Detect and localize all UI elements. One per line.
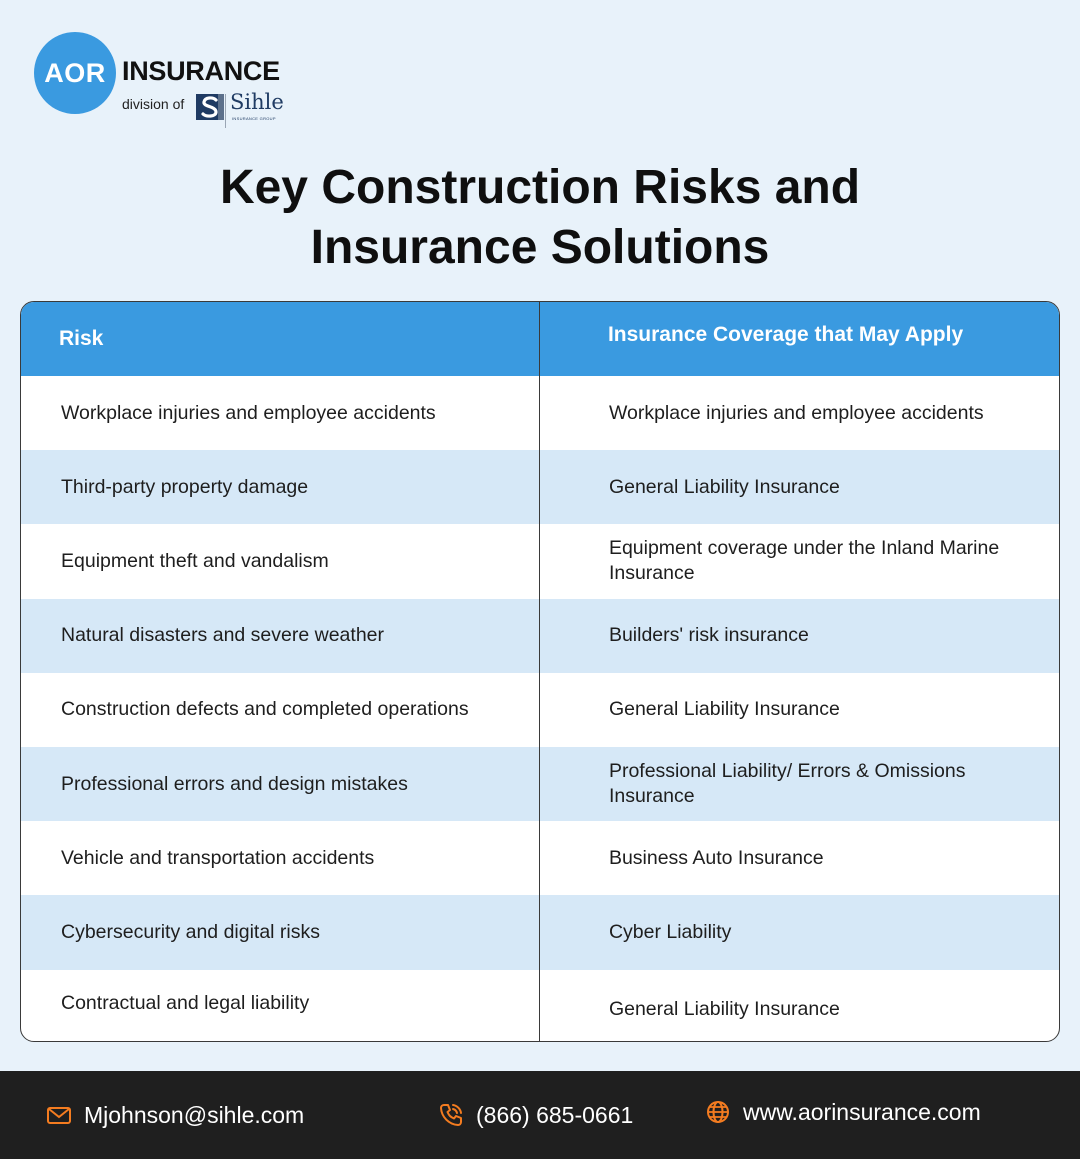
title-line-1: Key Construction Risks and bbox=[219, 161, 861, 214]
risk-cell: Vehicle and transportation accidents bbox=[21, 821, 540, 895]
risk-cell: Third-party property damage bbox=[21, 450, 540, 524]
sihle-logo-icon bbox=[196, 94, 224, 120]
coverage-cell: Equipment coverage under the Inland Marine Insurance bbox=[608, 537, 1000, 585]
header-risk: Risk bbox=[21, 302, 540, 376]
risk-cell: Natural disasters and severe weather bbox=[21, 599, 540, 673]
logo-divider bbox=[225, 94, 226, 128]
coverage-cell: Workplace injuries and employee accidents bbox=[608, 401, 984, 424]
coverage-cell: General Liability Insurance bbox=[608, 698, 840, 721]
email-contact[interactable] bbox=[46, 1071, 304, 1159]
logo-circle: AOR bbox=[34, 32, 116, 114]
coverage-cell: Builders' risk insurance bbox=[608, 624, 809, 647]
website-link[interactable]: www.aorinsurance.com bbox=[743, 1098, 981, 1125]
risk-coverage-table bbox=[20, 301, 1060, 1042]
risk-cell: Equipment theft and vandalism bbox=[21, 524, 540, 598]
globe-icon bbox=[705, 1099, 731, 1125]
table-row bbox=[21, 673, 1059, 747]
partner-name: Sihle bbox=[230, 90, 284, 114]
contact-footer bbox=[0, 1071, 1080, 1159]
risk-cell: Professional errors and design mistakes bbox=[21, 747, 540, 821]
phone-icon bbox=[438, 1102, 464, 1128]
table-row bbox=[21, 895, 1059, 969]
website-contact[interactable] bbox=[705, 1068, 981, 1156]
email-link[interactable]: Mjohnson@sihle.com bbox=[84, 1101, 305, 1128]
phone-number[interactable]: (866) 685-0661 bbox=[476, 1101, 634, 1128]
table-row bbox=[21, 524, 1059, 598]
company-logo bbox=[34, 32, 294, 132]
coverage-cell: Professional Liability/ Errors & Omissions Insurance bbox=[608, 760, 966, 808]
header-coverage: Insurance Coverage that May Apply bbox=[607, 323, 964, 346]
title-line-2: Insurance Solutions bbox=[310, 221, 770, 274]
coverage-cell: Business Auto Insurance bbox=[608, 846, 824, 869]
risk-cell: Workplace injuries and employee accidents bbox=[21, 376, 540, 450]
coverage-cell: General Liability Insurance bbox=[608, 998, 840, 1021]
mail-icon bbox=[46, 1102, 72, 1128]
table-row bbox=[21, 450, 1059, 524]
table-row bbox=[21, 970, 1059, 1043]
page-title bbox=[0, 158, 1080, 278]
phone-contact[interactable] bbox=[438, 1071, 633, 1159]
coverage-cell: General Liability Insurance bbox=[608, 475, 840, 498]
logo-division-text: division of bbox=[122, 96, 185, 112]
table-row bbox=[21, 821, 1059, 895]
risk-cell: Contractual and legal liability bbox=[21, 970, 540, 1043]
logo-name: INSURANCE bbox=[122, 56, 280, 86]
risk-cell: Construction defects and completed operations bbox=[21, 673, 540, 747]
table-row bbox=[21, 599, 1059, 673]
partner-subtitle: INSURANCE GROUP bbox=[232, 116, 276, 121]
risk-cell: Cybersecurity and digital risks bbox=[21, 895, 540, 969]
table-row bbox=[21, 376, 1059, 450]
coverage-cell: Cyber Liability bbox=[608, 920, 732, 943]
table-header bbox=[21, 302, 1059, 376]
table-row bbox=[21, 747, 1059, 821]
